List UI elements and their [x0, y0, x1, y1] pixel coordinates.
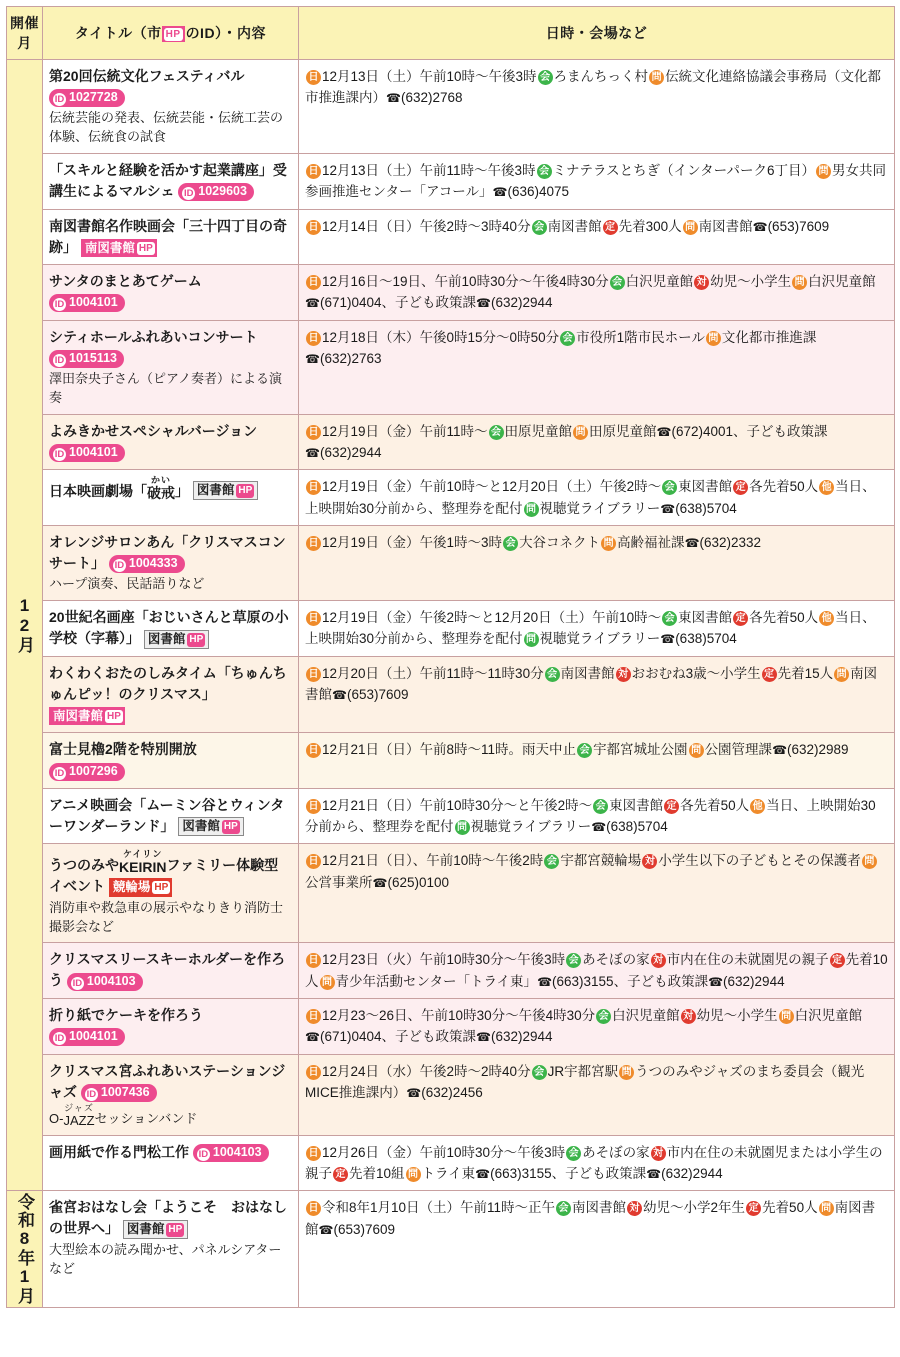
event-title: 「スキルと経験を活かす起業講座」受講生によるマルシェ — [49, 161, 287, 199]
event-id-badge[interactable]: ID 1004101 — [49, 1028, 125, 1046]
target-icon: 対 — [651, 953, 666, 968]
place-icon: 会 — [662, 480, 677, 495]
event-title: 20世紀名画座「おじいさんと草原の小学校（字幕）」 — [49, 609, 289, 647]
table-row — [7, 999, 895, 1055]
table-row — [7, 1054, 895, 1135]
date-icon: 日 — [306, 275, 321, 290]
event-title-cell — [43, 1191, 299, 1308]
capacity-icon: 定 — [333, 1167, 348, 1182]
table-row — [7, 153, 895, 209]
event-detail-cell: 日 12月19日（金）午後1時～3時 会 大谷コネクト 問 高齢福祉課☎(632)2332 — [299, 526, 895, 601]
event-description: ハープ演奏、民話語りなど — [49, 576, 205, 592]
event-calendar-table — [6, 6, 895, 1308]
table-row — [7, 1191, 895, 1308]
event-detail-cell: 日 12月21日（日）午前10時30分～と午後2時～ 会 東図書館 定 各先着50人 他 当日、上映開始30分前から、整理券を配付 問 視聴覚ライブラリー☎(638)5704 — [299, 788, 895, 844]
event-description: 伝統芸能の発表、伝統芸能・伝統工芸の体験、伝統食の試食 — [49, 110, 284, 145]
capacity-icon: 定 — [762, 667, 777, 682]
event-id-badge[interactable]: ID 1029603 — [178, 183, 254, 201]
table-row — [7, 265, 895, 321]
event-title-cell — [43, 656, 299, 732]
event-title-cell — [43, 60, 299, 154]
event-title: オレンジサロンあん「クリスマスコンサート」 — [49, 534, 286, 572]
event-detail-cell: 日 12月20日（土）午前11時～11時30分 会 南図書館 対 おおむね3歳～小学生 定 先着15人 問 南図書館☎(653)7609 — [299, 656, 895, 732]
info-icon: 問 — [706, 331, 721, 346]
event-title-cell — [43, 153, 299, 209]
event-detail-cell: 日 12月13日（土）午前10時～午後3時 会 ろまんちっく村 問 伝統文化連絡協議会事務局（文化都市推進課内）☎(632)2768 — [299, 60, 895, 154]
table-row — [7, 943, 895, 999]
month-cell-january — [7, 1191, 43, 1308]
hp-link-label[interactable]: 南図書館 HP — [49, 707, 125, 725]
table-row — [7, 1135, 895, 1191]
event-detail-cell: 日 12月24日（水）午後2時～2時40分 会 JR宇都宮駅 問 うつのみやジャズのまち委員会（観光MICE推進課内）☎(632)2456 — [299, 1054, 895, 1135]
date-icon: 日 — [306, 1201, 321, 1216]
table-row — [7, 60, 895, 154]
date-icon: 日 — [306, 1065, 321, 1080]
event-id-badge[interactable]: ID 1027728 — [49, 89, 125, 107]
hp-link-label[interactable]: 図書館 HP — [178, 817, 243, 836]
info-icon: 問 — [834, 667, 849, 682]
event-title-cell — [43, 788, 299, 844]
event-title: うつのみや ケイリン KEIRIN ファミリー体験型イベント — [49, 849, 279, 895]
event-id-badge[interactable]: ID 1004333 — [109, 555, 185, 573]
month-label: 12月 — [15, 596, 35, 655]
info-icon: 問 — [524, 632, 539, 647]
date-icon: 日 — [306, 1009, 321, 1024]
event-detail-cell: 日 12月19日（金）午前11時～ 会 田原児童館 問 田原児童館☎(672)4001、子ども政策課☎(632)2944 — [299, 414, 895, 470]
info-icon: 問 — [649, 70, 664, 85]
event-title: クリスマスリースキーホルダーを作ろう — [49, 951, 286, 989]
place-icon: 会 — [537, 164, 552, 179]
info-icon: 問 — [320, 975, 335, 990]
date-icon: 日 — [306, 953, 321, 968]
place-icon: 会 — [566, 1146, 581, 1161]
event-description: 澤田奈央子さん（ピアノ奏者）による演奏 — [49, 371, 282, 405]
date-icon: 日 — [306, 536, 321, 551]
event-detail-cell: 日 12月21日（日）、午前10時～午後2時 会 宇都宮競輪場 対 小学生以下の子どもとその保護者 問公営事業所☎(625)0100 — [299, 844, 895, 943]
capacity-icon: 定 — [733, 480, 748, 495]
info-icon: 他 — [819, 480, 834, 495]
column-header-title: タイトル（市 HP のID）・内容 — [43, 7, 299, 60]
table-row — [7, 656, 895, 732]
hp-link-label[interactable]: 図書館 HP — [144, 630, 209, 649]
place-icon: 会 — [489, 425, 504, 440]
place-icon: 会 — [577, 743, 592, 758]
event-title: シティホールふれあいコンサート — [49, 328, 258, 345]
place-icon: 会 — [596, 1009, 611, 1024]
event-title-cell — [43, 209, 299, 264]
event-title-cell — [43, 999, 299, 1055]
event-detail-cell: 日 令和8年1月10日（土）午前11時～正午 会 南図書館 対 幼児～小学2年生 定 先着50人 問 南図書館☎(653)7609 — [299, 1191, 895, 1308]
event-title-cell — [43, 601, 299, 657]
event-id-badge[interactable]: ID 1007436 — [81, 1084, 157, 1102]
capacity-icon: 定 — [830, 953, 845, 968]
hp-link-label[interactable]: 競輪場 HP — [109, 878, 172, 896]
place-icon: 会 — [662, 611, 677, 626]
target-icon: 対 — [616, 667, 631, 682]
event-title: よみきかせスペシャルバージョン — [49, 422, 258, 439]
capacity-icon: 定 — [746, 1201, 761, 1216]
place-icon: 会 — [610, 275, 625, 290]
event-title-cell — [43, 1054, 299, 1135]
date-icon: 日 — [306, 611, 321, 626]
event-detail-cell: 日 12月13日（土）午前11時～午後3時 会 ミナテラスとちぎ（インターパーク6丁目） 問 男女共同参画推進センター「アコール」☎(636)4075 — [299, 153, 895, 209]
event-title: わくわくおたのしみタイム「ちゅんちゅんピッ！のクリスマス」 — [49, 664, 287, 702]
info-icon: 問 — [524, 502, 539, 517]
event-id-badge[interactable]: ID 1015113 — [49, 350, 124, 368]
table-row — [7, 209, 895, 264]
info-icon: 問 — [689, 743, 704, 758]
info-icon: 問 — [816, 164, 831, 179]
event-id-badge[interactable]: ID 1004103 — [67, 973, 143, 991]
event-title: クリスマス宮ふれあいステーションジャズ — [49, 1062, 286, 1100]
event-detail-cell: 日 12月19日（金）午後2時～と12月20日（土）午前10時～ 会 東図書館 定 各先着50人 他 当日、上映開始30分前から、整理券を配付 問 視聴覚ライブラリー☎(638)5704 — [299, 601, 895, 657]
event-title-cell — [43, 844, 299, 943]
event-title: 第20回伝統文化フェスティバル — [49, 68, 245, 84]
date-icon: 日 — [306, 331, 321, 346]
date-icon: 日 — [306, 164, 321, 179]
table-row — [7, 788, 895, 844]
event-title: 折り紙でケーキを作ろう — [49, 1007, 203, 1023]
table-row — [7, 601, 895, 657]
place-icon: 会 — [503, 536, 518, 551]
event-title-cell — [43, 733, 299, 788]
event-title: アニメ映画会「ムーミン谷とウィンターワンダーランド」 — [49, 796, 285, 834]
event-title-cell — [43, 265, 299, 321]
target-icon: 対 — [694, 275, 709, 290]
event-title-cell — [43, 414, 299, 470]
info-icon: 問 — [406, 1167, 421, 1182]
date-icon: 日 — [306, 220, 321, 235]
hp-link-label[interactable]: 南図書館 HP — [81, 239, 157, 257]
event-detail-cell: 日 12月19日（金）午前10時～と12月20日（土）午後2時～ 会 東図書館 定 各先着50人 他 当日、上映開始30分前から、整理券を配付 問 視聴覚ライブラリー☎(638)5704 — [299, 470, 895, 526]
info-icon: 問 — [573, 425, 588, 440]
info-icon: 問 — [601, 536, 616, 551]
event-id-badge[interactable]: ID 1004101 — [49, 294, 125, 312]
capacity-icon: 定 — [664, 799, 679, 814]
event-id-badge[interactable]: ID 1004103 — [193, 1144, 269, 1162]
table-row — [7, 320, 895, 414]
event-detail-cell: 日 12月26日（金）午前10時30分～午後3時 会 あそぼの家 対 市内在住の未就園児または小学生の親子 定 先着10組 問 トライ東☎(663)3155、子ども政策課☎(632)2944 — [299, 1135, 895, 1191]
date-icon: 日 — [306, 854, 321, 869]
event-title-cell — [43, 943, 299, 999]
place-icon: 会 — [544, 854, 559, 869]
event-title: 日本映画劇場「 かい 破戒 」 — [49, 475, 189, 502]
event-detail-cell: 日 12月23日（火）午前10時30分～午後3時 会 あそぼの家 対 市内在住の未就園児の親子 定 先着10人 問 青少年活動センター「トライ東」☎(663)3155、子ども政策課☎(632)2944 — [299, 943, 895, 999]
info-icon: 問 — [619, 1065, 634, 1080]
place-icon: 会 — [545, 667, 560, 682]
date-icon: 日 — [306, 799, 321, 814]
info-icon: 問 — [819, 1201, 834, 1216]
info-icon: 問 — [683, 220, 698, 235]
date-icon: 日 — [306, 1146, 321, 1161]
event-id-badge[interactable]: ID 1007296 — [49, 763, 125, 781]
event-description: 大型絵本の読み聞かせ、パネルシアターなど — [49, 1242, 282, 1276]
event-title-cell — [43, 470, 299, 526]
table-row — [7, 414, 895, 470]
place-icon: 会 — [532, 220, 547, 235]
date-icon: 日 — [306, 667, 321, 682]
event-title-cell — [43, 320, 299, 414]
column-header-detail: 日時・会場など — [299, 7, 895, 60]
place-icon: 会 — [566, 953, 581, 968]
hp-chip-header: HP — [162, 26, 185, 42]
place-icon: 会 — [560, 331, 575, 346]
event-title: 南図書館名作映画会「三十四丁目の奇跡」 — [49, 217, 287, 255]
place-icon: 会 — [593, 799, 608, 814]
capacity-icon: 定 — [733, 611, 748, 626]
event-title-cell — [43, 1135, 299, 1191]
table-row — [7, 844, 895, 943]
date-icon: 日 — [306, 70, 321, 85]
info-icon: 他 — [750, 799, 765, 814]
table-row — [7, 733, 895, 788]
place-icon: 会 — [538, 70, 553, 85]
table-row — [7, 470, 895, 526]
info-icon: 問 — [862, 854, 877, 869]
place-icon: 会 — [556, 1201, 571, 1216]
date-icon: 日 — [306, 480, 321, 495]
event-title-cell — [43, 526, 299, 601]
target-icon: 対 — [681, 1009, 696, 1024]
target-icon: 対 — [627, 1201, 642, 1216]
info-icon: 問 — [455, 820, 470, 835]
event-description: O- ジャズ JAZZ セッションバンド — [49, 1102, 198, 1128]
event-detail-cell: 日 12月18日（木）午後0時15分～0時50分 会 市役所1階市民ホール 問 文化都市推進課☎(632)2763 — [299, 320, 895, 414]
hp-link-label[interactable]: 図書館 HP — [123, 1220, 188, 1239]
month-label: 令和8年1月 — [15, 1193, 35, 1306]
event-detail-cell: 日 12月21日（日）午前8時～11時。雨天中止 会 宇都宮城址公園 問 公園管理課☎(632)2989 — [299, 733, 895, 788]
date-icon: 日 — [306, 425, 321, 440]
event-title: サンタのまとあてゲーム — [49, 273, 202, 290]
info-icon: 他 — [819, 611, 834, 626]
column-header-month: 開催月 — [7, 7, 43, 60]
event-id-badge[interactable]: ID 1004101 — [49, 444, 125, 462]
table-header-row — [7, 7, 895, 60]
event-detail-cell: 日 12月16日～19日、午前10時30分～午後4時30分 会 白沢児童館 対 幼児～小学生 問 白沢児童館☎(671)0404、子ども政策課☎(632)2944 — [299, 265, 895, 321]
event-detail-cell: 日 12月23～26日、午前10時30分～午後4時30分 会 白沢児童館 対 幼児～小学生 問 白沢児童館☎(671)0404、子ども政策課☎(632)2944 — [299, 999, 895, 1055]
event-description: 消防車や救急車の展示やなりきり消防士撮影会など — [49, 899, 284, 934]
info-icon: 問 — [779, 1009, 794, 1024]
date-icon: 日 — [306, 743, 321, 758]
table-row — [7, 526, 895, 601]
event-title: 画用紙で作る門松工作 — [49, 1143, 189, 1160]
month-cell-december — [7, 60, 43, 1191]
target-icon: 対 — [651, 1146, 666, 1161]
event-title: 富士見櫓2階を特別開放 — [49, 741, 197, 758]
place-icon: 会 — [532, 1065, 547, 1080]
hp-link-label[interactable]: 図書館 HP — [193, 481, 258, 500]
target-icon: 対 — [642, 854, 657, 869]
info-icon: 問 — [792, 275, 807, 290]
event-title: 雀宮おはなし会「ようこそ おはなしの世界へ」 — [49, 1199, 287, 1237]
event-detail-cell: 日 12月14日（日）午後2時～3時40分 会 南図書館 定 先着300人 問 南図書館☎(653)7609 — [299, 209, 895, 264]
capacity-icon: 定 — [603, 220, 618, 235]
